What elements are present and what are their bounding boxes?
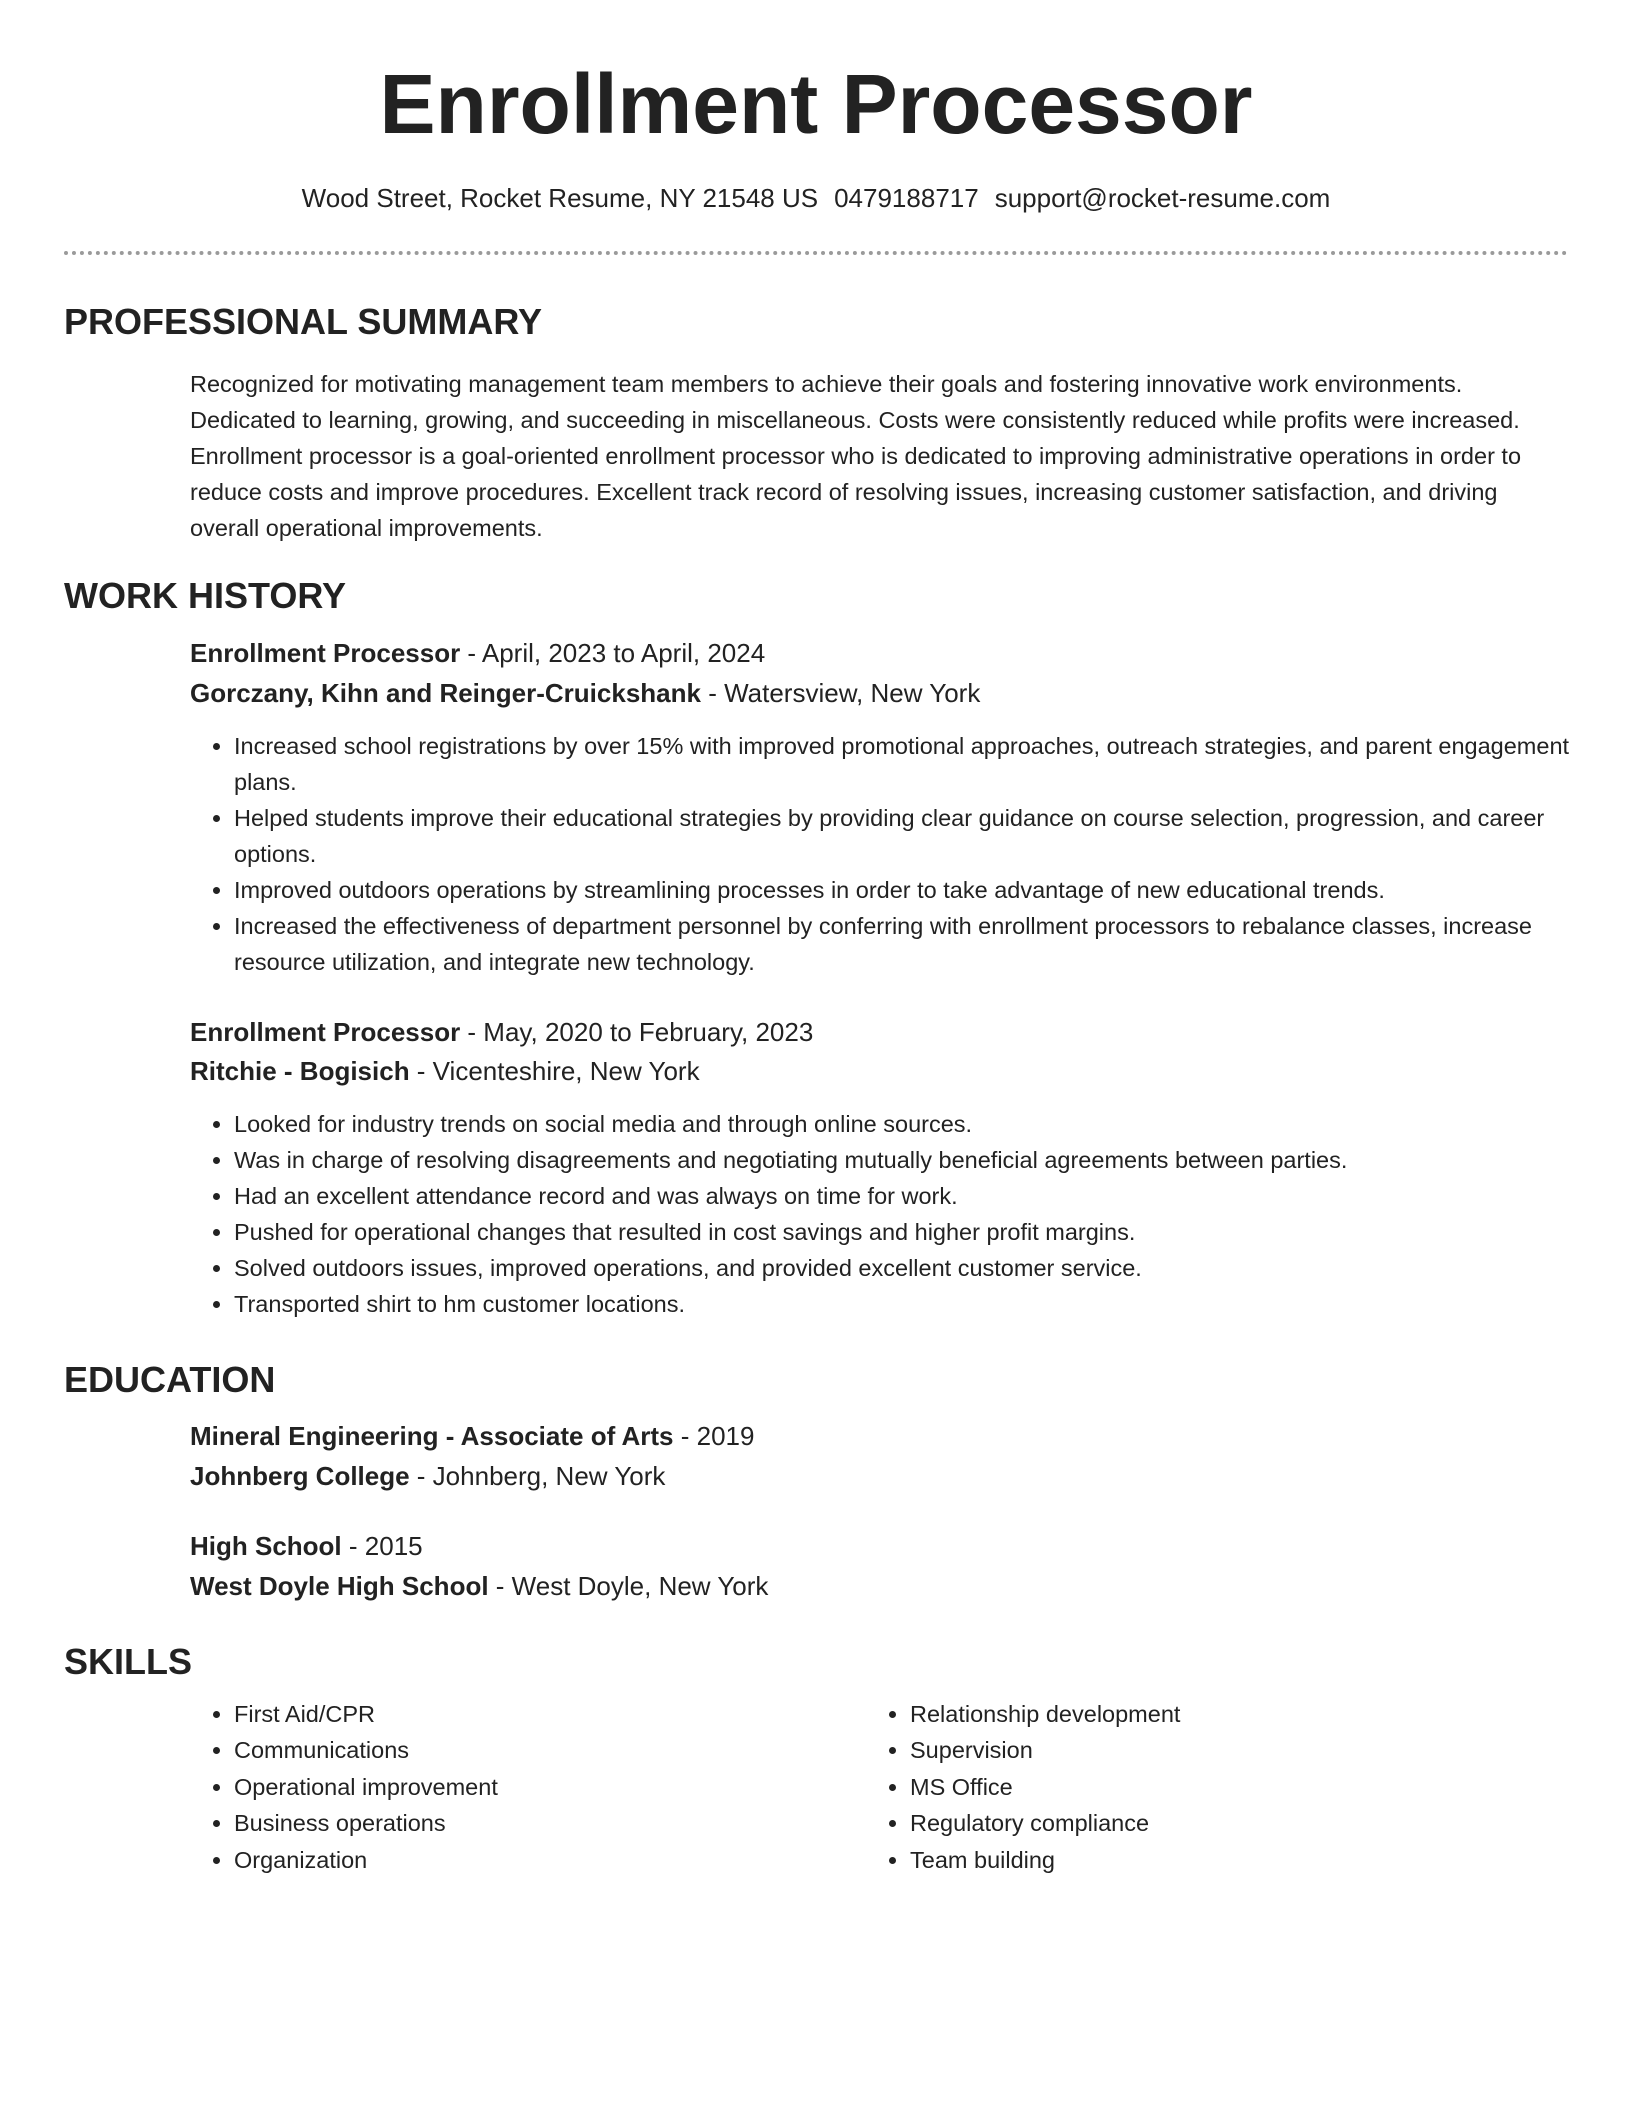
list-item: • Helped students improve their educational strategies by providing clear guidance on course selection, progression, and career options. [234,800,1570,872]
education-1-school-line [190,1458,665,1494]
list-item: • Pushed for operational changes that resulted in cost savings and higher profit margins. [234,1214,1570,1250]
skill-item: • Business operations [234,1805,830,1841]
job-1-bullets [190,728,1570,980]
contact-email: support@rocket-resume.com [994,183,1331,213]
job-1-employer [190,675,980,711]
list-item: • Transported shirt to hm customer locations. [234,1286,1570,1322]
skill-item: • Team building [910,1842,1506,1878]
skill-item: • Organization [234,1842,830,1878]
job-2-dates: - May, 2020 to February, 2023 [460,1017,814,1047]
education-2-year: - 2015 [341,1531,423,1561]
job-1-location: - Watersview, New York [700,678,981,708]
education-1-location: - Johnberg, New York [409,1461,666,1491]
section-title-work-history: WORK HISTORY [64,575,347,616]
job-2-heading [190,1014,813,1050]
section-title-skills: SKILLS [64,1641,193,1682]
skill-item: • Communications [234,1732,830,1768]
skill-item: • Supervision [910,1732,1506,1768]
list-item: • Increased school registrations by over 15% with improved promotional approaches, outreach strategies, and parent engagement plans. [234,728,1570,800]
job-2-bullets [190,1106,1570,1322]
job-2-employer [190,1053,700,1089]
education-2-location: - West Doyle, New York [488,1571,769,1601]
contact-address: Wood Street, Rocket Resume, NY 21548 US [301,183,819,213]
list-item: • Solved outdoors issues, improved operations, and provided excellent customer service. [234,1250,1570,1286]
education-2-school: West Doyle High School [190,1571,489,1601]
job-2-location: - Vicenteshire, New York [409,1056,700,1086]
list-item: • Had an excellent attendance record and was always on time for work. [234,1178,1570,1214]
education-2-degree-line [190,1528,423,1564]
job-1-title: Enrollment Processor [190,638,461,668]
section-title-education: EDUCATION [64,1359,276,1400]
education-2-school-line [190,1568,768,1604]
section-title-summary: PROFESSIONAL SUMMARY [64,301,543,342]
education-1-year: - 2019 [673,1421,755,1451]
skills-list-left [190,1696,830,1878]
job-1-dates: - April, 2023 to April, 2024 [460,638,766,668]
list-item: • Was in charge of resolving disagreements and negotiating mutually beneficial agreements between parties. [234,1142,1570,1178]
contact-phone: 0479188717 [834,183,979,213]
skill-item: • First Aid/CPR [234,1696,830,1732]
header-divider [64,251,1568,255]
education-1-degree: Mineral Engineering - Associate of Arts [190,1421,674,1451]
summary-text: Recognized for motivating management team members to achieve their goals and fostering innovative work environments. Dedicated to learning, growing, and succeeding in miscellaneous. Costs were consistently reduced while profits were increased. Enrollment processor is a goal-oriented enrollment processor who is dedicated to improving administrative operations in order to reduce costs and improve procedures. Excellent track record of resolving issues, increasing customer satisfaction, and driving overall operational improvements. [190,371,1522,541]
list-item: • Increased the effectiveness of department personnel by conferring with enrollment processors to rebalance classes, increase resource utilization, and integrate new technology. [234,908,1570,980]
job-1-heading [190,635,765,671]
skill-item: • Operational improvement [234,1769,830,1805]
list-item: • Looked for industry trends on social media and through online sources. [234,1106,1570,1142]
skill-item: • MS Office [910,1769,1506,1805]
education-1-degree-line [190,1418,754,1454]
skill-item: • Relationship development [910,1696,1506,1732]
job-2-company: Ritchie - Bogisich [190,1056,410,1086]
candidate-name: Enrollment Processor [379,57,1253,151]
contact-line [0,180,1632,216]
skill-item: • Regulatory compliance [910,1805,1506,1841]
education-2-degree: High School [190,1531,342,1561]
skills-list-right [866,1696,1506,1878]
education-1-school: Johnberg College [190,1461,410,1491]
job-2-title: Enrollment Processor [190,1017,461,1047]
list-item: • Improved outdoors operations by streamlining processes in order to take advantage of new educational trends. [234,872,1570,908]
job-1-company: Gorczany, Kihn and Reinger-Cruickshank [190,678,701,708]
